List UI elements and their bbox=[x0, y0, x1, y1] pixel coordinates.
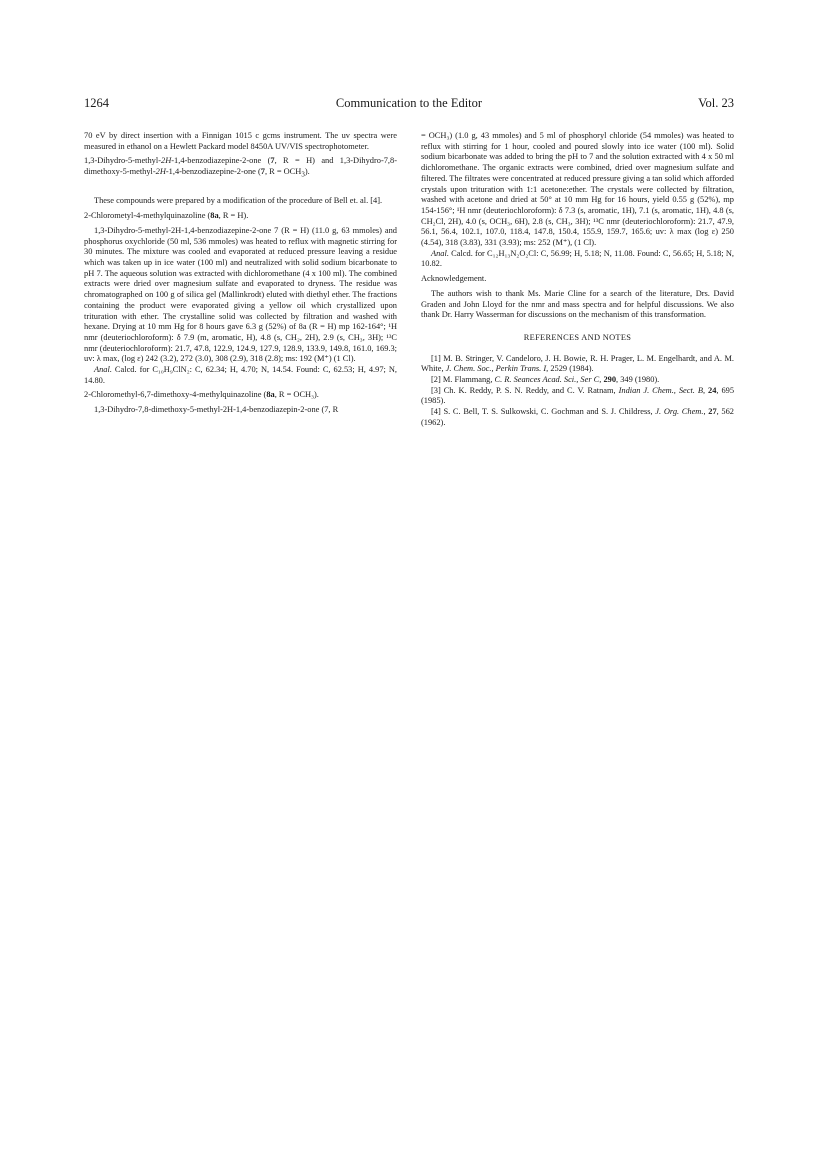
compound-name-italic: 2H bbox=[155, 167, 166, 177]
anal-text: Calcd. for C₁₀H₉ClN₂: C, 62.34; H, 4.70; N, 14.54. Found: C, 62.53; H, 4.97; N, 14.80. bbox=[84, 365, 397, 385]
anal-text: Calcd. for C₁₂H₁₃N₂O₂Cl: C, 56.99; H, 5.18; N, 11.08. Found: C, 56.65; H, 5.18; N, 10.82. bbox=[421, 248, 734, 269]
compound-number: 8a bbox=[210, 211, 219, 221]
ref-text: , bbox=[599, 375, 604, 385]
running-title: Communication to the Editor bbox=[335, 96, 483, 110]
heading-text: , R = OCH₃). bbox=[274, 390, 319, 400]
prep-note: These compounds were prepared by a modification of the procedure of Bell et. al. [4]. bbox=[94, 196, 383, 206]
ref-text: [2] M. Flammang, bbox=[431, 375, 495, 385]
ref-journal: Indian J. Chem., Sect. B bbox=[618, 385, 703, 395]
compound-name-italic: 2H bbox=[161, 156, 172, 166]
ref-text: [4] S. C. Bell, T. S. Sulkowski, C. Gochman and S. J. Childress, bbox=[431, 407, 656, 417]
analysis-paragraph bbox=[84, 365, 397, 386]
compound-name-text: 1,3-Dihydro-5-methyl- bbox=[84, 156, 161, 166]
references-title: REFERENCES AND NOTES bbox=[523, 332, 632, 342]
ref-volume: 27 bbox=[708, 407, 717, 417]
ref-volume: 290 bbox=[603, 375, 617, 385]
anal-label: Anal. bbox=[431, 248, 449, 258]
subscript: 3 bbox=[301, 170, 305, 179]
reference-1 bbox=[421, 354, 734, 375]
ref-text: , bbox=[703, 407, 709, 417]
compound-name-text: , R = OCH bbox=[264, 167, 302, 177]
heading-text: , R = H). bbox=[218, 211, 249, 221]
heading-text: 2-Chlorometyl-4-methylquinazoline ( bbox=[84, 211, 211, 221]
ref-journal: C. R. Seances Acad. Sci., Ser C bbox=[494, 375, 600, 385]
acknowledgement-heading: Acknowledgement. bbox=[421, 274, 487, 284]
reference-2 bbox=[421, 375, 734, 386]
intro-paragraph: 70 eV by direct insertion with a Finnigan 1015 c gcms instrument. The uv spectra were measured in ethanol on a Hewlett Packard model 8450A UV/VIS spectrophotometer. bbox=[84, 131, 397, 151]
heading-text: 2-Chloromethyl-6,7-dimethoxy-4-methylquinazoline ( bbox=[84, 390, 267, 400]
volume-label: Vol. 23 bbox=[698, 96, 734, 110]
compound-number: 7 bbox=[270, 156, 275, 166]
ref-journal: J. Chem. Soc., Perkin Trans. I bbox=[445, 364, 547, 374]
reference-4 bbox=[421, 407, 734, 428]
reference-3 bbox=[421, 386, 734, 407]
ref-text: [1] M. B. Stringer, V. Candeloro, J. H. Bowie, R. H. Prager, L. M. Engelhardt, and A. M. White, bbox=[421, 353, 734, 374]
compound-number: 7 bbox=[260, 167, 265, 177]
ref-text: , 562 (1962). bbox=[421, 407, 734, 427]
analysis-paragraph-2 bbox=[421, 249, 734, 270]
procedure-paragraph: 1,3-Dihydro-5-methyl-2H-1,4-benzodiazepine-2-one 7 (R = H) (11.0 g, 63 mmoles) and phosphorus oxychloride (50 ml, 536 mmoles) was heated to reflux with magnetic stirring for 30 minutes. The mixture was cooled and evaporated at reduced pressure leaving a residue which was taken up in ice water (100 ml) and neutralized with solid sodium bicarbonate to pH 7. The aqueous solution was extracted with dichloromethane (4 x 100 ml). The combined extracts were dried over magnesium sulfate and evaporated to dryness. The residue was chromatographed on 100 g of silica gel (Mallinkrodt) eluted with diethyl ether. The fractions containing the product were evaporated giving a yellow oil which crystallized upon trituration with ether. The crystalline solid was collected by filtration and washed with hexane. Drying at 10 mm Hg for 8 hours gave 6.3 g (52%) of 8a (R = H) mp 162-164°; ¹H nmr (deuteriochloroform): δ 7.9 (m, aromatic, H), 4.8 (s, CH₂, 2H), 2.9 (s, CH₃, 3H); ¹³C nmr (deuteriochloroform): 21.7, 47.8, 122.9, 124.9, 127.9, 128.9, 133.9, 149.8, 161.0, 169.3; uv: λ max, (log ε) 242 (3.2), 272 (3.0), 308 (2.9), 318 (2.8); ms: 192 (M⁺) (1 Cl). bbox=[84, 225, 397, 364]
right-column bbox=[421, 131, 734, 429]
compound-names bbox=[84, 156, 397, 180]
ref-journal: J. Org. Chem. bbox=[655, 407, 704, 417]
compound-name-text: 1,3-Dihydro-7,8-dimethoxy-5-methyl- bbox=[84, 156, 397, 177]
ref-text: , 349 (1980). bbox=[616, 375, 660, 385]
compound-number: 8a bbox=[266, 390, 275, 400]
ref-text: [3] Ch. K. Reddy, P. S. N. Reddy, and C. V. Ratnam, bbox=[431, 385, 619, 395]
compound-name-text: -1,4-benzodiazepine-2-one ( bbox=[165, 167, 261, 177]
compound-name-text: , R = H) and bbox=[274, 156, 334, 166]
ref-text: , 2529 (1984). bbox=[546, 364, 594, 374]
procedure2-start: 1,3-Dihydro-7,8-dimethoxy-5-methyl-2H-1,4-benzodiazepin-2-one (7, R bbox=[94, 405, 339, 415]
compound-name-text: -1,4-benzodiazepine-2-one ( bbox=[171, 156, 271, 166]
procedure2-continued: = OCH₃) (1.0 g, 43 mmoles) and 5 ml of phosphoryl chloride (54 mmoles) was heated to reflux with stirring for 1 hour, cooled and poured slowly into ice water (100 ml). Solid sodium bicarbonate was added to bring the pH to 7 and the solution extracted with 4 x 50 ml dichloromethane. The organic extracts were combined, dried over magnesium sulfate and filtered. The filtrates were concentrated at reduced pressure giving a tan solid which afforded crystals upon trituration with 1:1 acetone:ether. The crystals were collected by filtration, washed with acetone and dried at 50° at 10 mm Hg for 16 hours, yield 0.55 g (52%), mp 154-156°; ¹H nmr (deuteriochloroform): δ 7.3 (s, aromatic, 1H), 7.1 (s, aromatic, 1H), 4.8 (s, CH₂Cl, 2H), 4.0 (s, OCH₃, 6H), 2.8 (s, CH₃, 3H); ¹³C nmr (deuteriochloroform): 21.7, 47.9, 56.1, 56.4, 102.1, 107.0, 118.4, 147.8, 150.4, 155.9, 159.7, 165.6; uv: λ max (log ε) 250 (4.54), 318 (3.83), 331 (3.93); ms: 252 (M⁺), (1 Cl). bbox=[421, 131, 734, 248]
ref-text: , 695 (1985). bbox=[421, 385, 734, 406]
page-number: 1264 bbox=[84, 96, 109, 110]
left-column bbox=[84, 131, 397, 416]
ref-volume: 24 bbox=[708, 385, 717, 395]
anal-label: Anal. bbox=[94, 365, 112, 375]
section-heading-8a-och3 bbox=[84, 390, 397, 401]
compound-name-text: ). bbox=[304, 167, 310, 177]
ref-text: , bbox=[702, 385, 709, 395]
acknowledgement-text: The authors wish to thank Ms. Marie Cline for a search of the literature, Drs. David Graden and John Lloyd for the nmr and mass spectra and for helpful discussions. We also thank Dr. Harry Wasserman for discussions on the mechanism of this transformation. bbox=[421, 288, 734, 320]
section-heading-8a-h bbox=[84, 211, 397, 222]
page-header bbox=[84, 96, 734, 112]
